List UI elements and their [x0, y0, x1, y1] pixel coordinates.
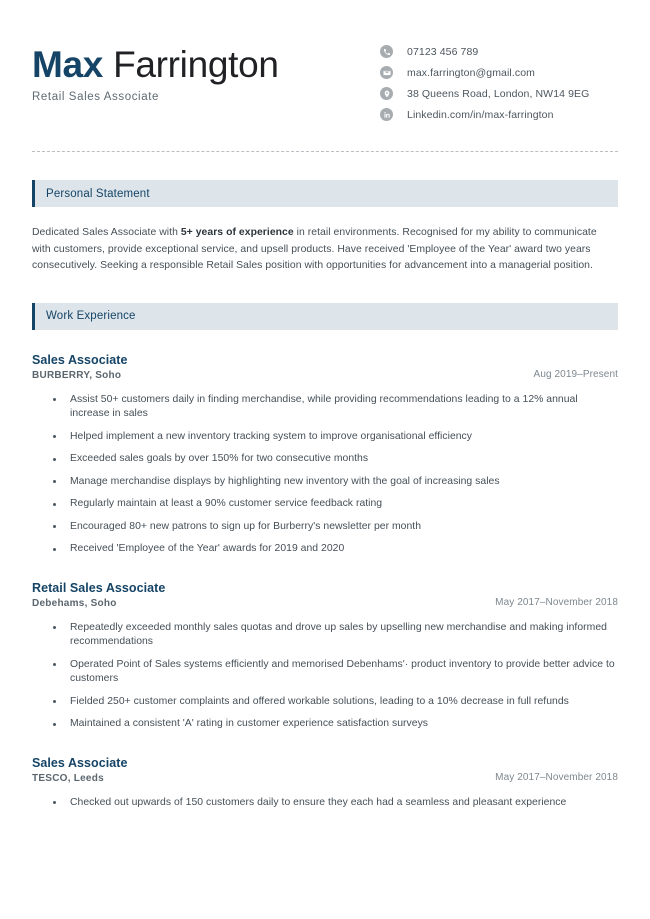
- job-entry: [32, 353, 618, 557]
- job-role: Sales Associate: [32, 352, 128, 367]
- job-dates: May 2017–November 2018: [495, 596, 618, 608]
- job-bullet: Repeatedly exceeded monthly sales quotas and drove up sales by upselling new merchandise and making informed recommendations: [32, 621, 618, 650]
- job-bullet: Checked out upwards of 150 customers daily to ensure they each had a seamless and pleasant experience: [32, 796, 618, 811]
- contact-address-text: 38 Queens Road, London, NW14 9EG: [407, 87, 590, 100]
- job-bullet-list: [32, 621, 618, 732]
- job-dates: May 2017–November 2018: [495, 771, 618, 783]
- job-identity: [32, 581, 165, 609]
- contact-phone-text: 07123 456 789: [407, 45, 479, 58]
- job-dates: Aug 2019–Present: [533, 368, 618, 380]
- first-name: Max: [32, 44, 104, 85]
- section-header-work-experience: [32, 303, 618, 330]
- contact-phone: [380, 45, 618, 58]
- page-title: [32, 44, 279, 85]
- job-bullet-list: [32, 393, 618, 557]
- contact-email: [380, 66, 618, 79]
- header-divider: [32, 151, 618, 152]
- job-bullet: Exceeded sales goals by over 150% for two consecutive months: [32, 452, 618, 467]
- job-header: [32, 581, 618, 609]
- last-name: Farrington: [113, 44, 279, 85]
- job-company: BURBERRY, Soho: [32, 369, 122, 381]
- contact-list: [380, 42, 618, 121]
- resume-header: [32, 0, 618, 121]
- contact-email-text: max.farrington@gmail.com: [407, 66, 536, 79]
- phone-icon: [380, 45, 393, 58]
- contact-linkedin[interactable]: [380, 108, 618, 121]
- job-bullet: Helped implement a new inventory tracking system to improve organisational efficiency: [32, 430, 618, 445]
- contact-address: [380, 87, 618, 100]
- headline-job-title: Retail Sales Associate: [32, 91, 159, 103]
- work-experience-list: [32, 353, 618, 811]
- job-company: TESCO, Leeds: [32, 772, 104, 784]
- contact-linkedin-text[interactable]: Linkedin.com/in/max-farrington: [407, 108, 554, 121]
- section-accent-bar: [32, 180, 35, 207]
- job-company: Debehams, Soho: [32, 597, 117, 609]
- personal-statement-text: [32, 225, 610, 275]
- job-bullet: Fielded 250+ customer complaints and offered workable solutions, leading to a 10% decrease in full refunds: [32, 695, 618, 710]
- identity-block: [32, 42, 279, 103]
- statement-part-2: in retail environments. Recognised for my ability to communicate with customers, provide exceptional service, and upsell products. Have received 'Employee of the Year' award two years consecutively. Seeking a responsible Retail Sales position with opportunities for advancement into a managerial position.: [32, 227, 597, 271]
- job-role: Retail Sales Associate: [32, 580, 166, 595]
- job-identity: [32, 756, 127, 784]
- job-bullet: Assist 50+ customers daily in finding merchandise, while providing recommendations leading to a 12% annual increase in sales: [32, 393, 618, 422]
- job-header: [32, 756, 618, 784]
- job-bullet: Regularly maintain at least a 90% customer service feedback rating: [32, 497, 618, 512]
- job-bullet: Manage merchandise displays by highlighting new inventory with the goal of increasing sales: [32, 475, 618, 490]
- job-bullet-list: [32, 796, 618, 811]
- job-identity: [32, 353, 127, 381]
- job-bullet: Encouraged 80+ new patrons to sign up for Burberry's newsletter per month: [32, 520, 618, 535]
- section-title-work-experience: Work Experience: [46, 310, 136, 322]
- job-bullet: Operated Point of Sales systems efficiently and memorised Debenhams'· product inventory to provide better advice to customers: [32, 658, 618, 687]
- statement-highlight: 5+ years of experience: [180, 227, 294, 238]
- job-role: Sales Associate: [32, 755, 128, 770]
- job-entry: [32, 581, 618, 732]
- section-accent-bar: [32, 303, 35, 330]
- job-entry: [32, 756, 618, 811]
- location-icon: [380, 87, 393, 100]
- job-bullet: Received 'Employee of the Year' awards for 2019 and 2020: [32, 542, 618, 557]
- statement-part-1: Dedicated Sales Associate with: [32, 227, 181, 238]
- section-title-personal-statement: Personal Statement: [46, 187, 150, 200]
- section-header-personal-statement: [32, 180, 618, 207]
- job-header: [32, 353, 618, 381]
- linkedin-icon: [380, 108, 393, 121]
- job-bullet: Maintained a consistent 'A' rating in customer experience satisfaction surveys: [32, 717, 618, 732]
- email-icon: [380, 66, 393, 79]
